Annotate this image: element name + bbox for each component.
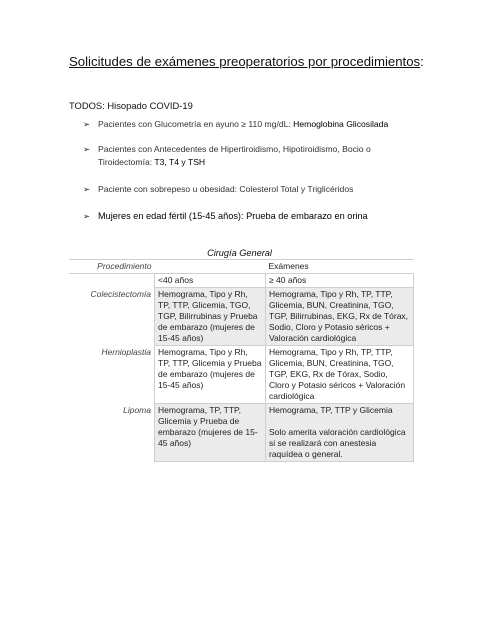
bullet-list — [83, 118, 423, 223]
table-row — [69, 404, 414, 462]
list-item-text: Mujeres en edad fértil (15-45 años): Prueba de embarazo en orina — [98, 211, 368, 221]
subheader-empty — [69, 274, 155, 288]
table-row — [69, 288, 414, 346]
exams-ge40-cell — [266, 404, 414, 462]
procedure-name: Colecistectomía — [90, 288, 151, 299]
exams-ge40: Hemograma, Tipo y Rh, TP, TTP, Glicemia, BUN, Creatinina, TGO, TGP, EKG, Rx de Tórax, Sodio, Cloro y Potasio séricos + Valoración cardiológica — [266, 346, 414, 404]
header-procedure: Procedimiento — [69, 260, 155, 274]
list-item — [83, 210, 423, 223]
procedure-name: Hernioplastia — [101, 346, 151, 357]
arrow-bullet-icon: ➢ — [83, 184, 91, 194]
todos-line: TODOS: Hisopado COVID-19 — [69, 100, 193, 111]
list-item — [83, 143, 423, 169]
table-caption: Cirugía General — [207, 248, 272, 258]
header-empty — [155, 260, 266, 274]
exams-lt40: Hemograma, TP, TTP, Glicemia y Prueba de embarazo (mujeres de 15-45 años) — [155, 404, 266, 462]
arrow-bullet-icon: ➢ — [83, 119, 91, 129]
list-item-bold: Hemoglobina Glicosilada — [293, 119, 389, 129]
table-header-row — [69, 260, 414, 274]
procedure-name: Lipoma — [123, 404, 151, 415]
exams-ge40-note: Solo amerita valoración cardiológica si se realizará con anestesia raquídea o general. — [269, 427, 406, 459]
list-item-text: Paciente con sobrepeso u obesidad: Colesterol Total y Triglicéridos — [98, 184, 354, 194]
page-title-text: Solicitudes de exámenes preoperatorios por procedimientos — [69, 54, 421, 69]
exams-lt40: Hemograma, Tipo y Rh, TP, TTP, Glicemia, TGO, TGP, Bilirrubinas y Prueba de embarazo (mujeres de 15-45 años) — [155, 288, 266, 346]
page-title-suffix: : — [420, 54, 424, 69]
exams-lt40: Hemograma, Tipo y Rh, TP, TTP, Glicemia y Prueba de embarazo (mujeres de 15-45 años) — [155, 346, 266, 404]
arrow-bullet-icon: ➢ — [83, 144, 91, 154]
list-item-bold: T3, T4 y TSH — [154, 157, 206, 167]
procedures-table — [69, 259, 414, 462]
subheader-ge40: ≥ 40 años — [266, 274, 414, 288]
page-title — [69, 54, 424, 69]
list-item-text: Pacientes con Antecedentes de Hipertiroidismo, Hipotiroidismo, Bocio o Tiroidectomía: — [98, 144, 371, 167]
exams-ge40: Hemograma, TP, TTP y Glicemia — [269, 405, 393, 415]
header-exams: Exámenes — [266, 260, 414, 274]
list-item-text: Pacientes con Glucometría en ayuno ≥ 110 mg/dL: — [98, 119, 294, 129]
table-row — [69, 346, 414, 404]
list-item — [83, 118, 423, 131]
subheader-lt40: <40 años — [155, 274, 266, 288]
list-item — [83, 183, 423, 196]
table-subheader-row — [69, 274, 414, 288]
arrow-bullet-icon: ➢ — [83, 211, 91, 221]
exams-ge40: Hemograma, Tipo y Rh, TP, TTP, Glicemia, BUN, Creatinina, TGO, TGP, Bilirrubinas, EKG, Rx de Tórax, Sodio, Cloro y Potasio séricos + Valoración cardiológica — [266, 288, 414, 346]
